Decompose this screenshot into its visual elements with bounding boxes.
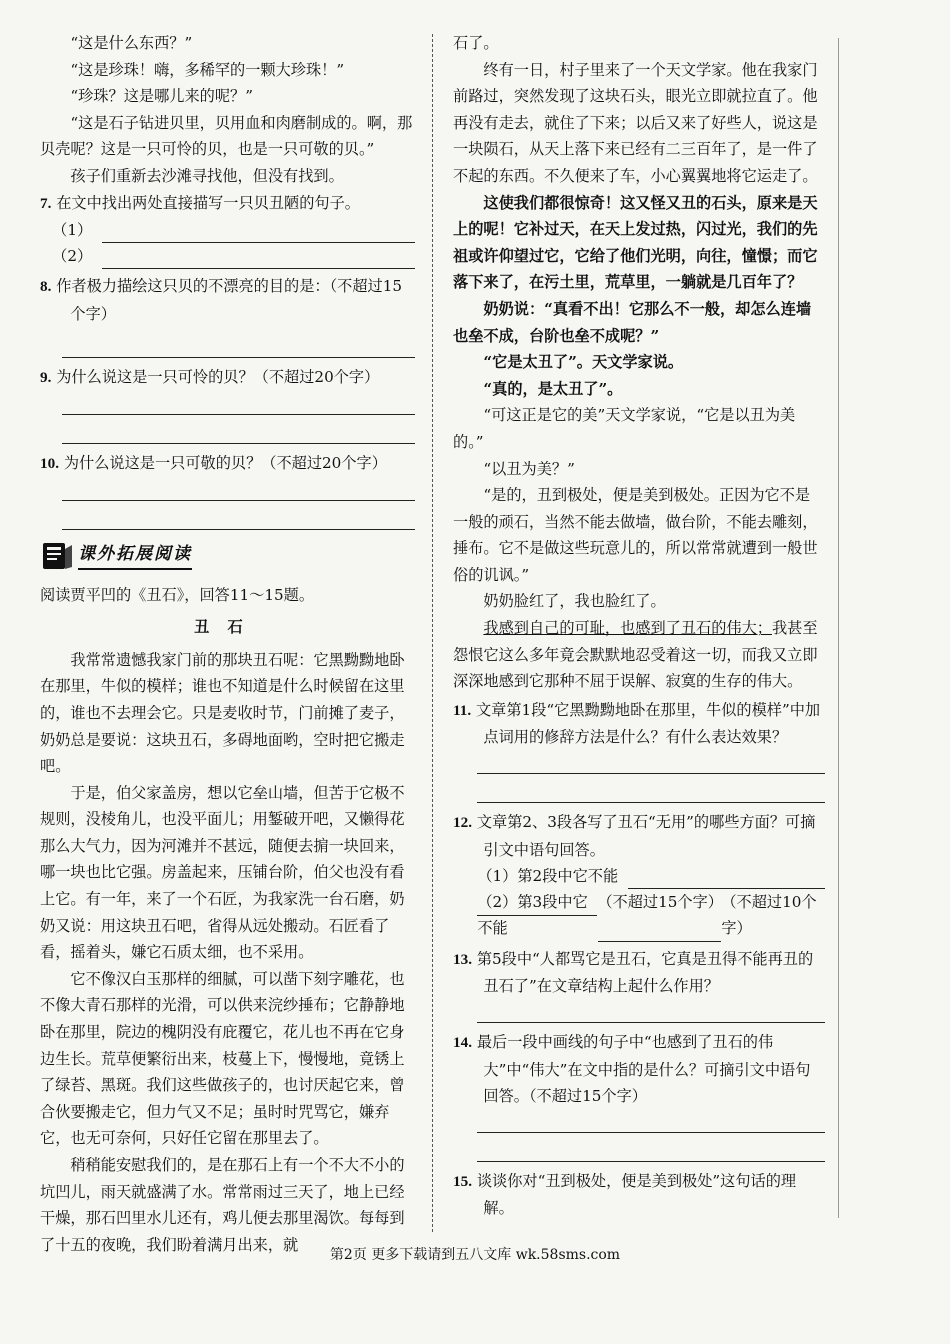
book-icon: [40, 539, 74, 573]
page-footer: 第2页 更多下载请到五八文库 wk.58sms.com: [329, 1247, 621, 1263]
question-11: 11. 文章第1段“它黑黝黝地卧在那里，牛似的模样”中加点词用的修辞方法是什么？有什么表达效果？: [453, 700, 821, 747]
answer-line[interactable]: [102, 224, 415, 243]
article-title: 丑石: [194, 618, 261, 637]
left-column: [40, 30, 415, 1258]
question-7: 7. 在文中找出两处直接描写一只贝丑陋的句子。: [40, 193, 360, 212]
answer-line[interactable]: [62, 478, 415, 501]
article-paragraph: “它是太丑了”。天文学家说。: [483, 353, 684, 372]
answer-12-1-cont: （不超过15个字）: [453, 889, 825, 916]
article-paragraph: 我常常遗憾我家门前的那块丑石呢：它黑黝黝地卧在那里，牛似的模样；谁也不知道是什么时候留在这里的，谁也不去理会它。只是麦收时节，门前摊了麦子，奶奶总是要说：这块丑石，多碍地面哟，空时把它搬走吧。: [40, 650, 405, 776]
question-14: 14. 最后一段中画线的句子中“也感到了丑石的伟大”中“伟大”在文中指的是什么？可摘引文中语句回答。（不超过15个字）: [453, 1033, 811, 1106]
answer-12-1[interactable]: （1）第2段中它不能: [453, 863, 825, 889]
section-banner: [40, 536, 415, 576]
article-paragraph: 它不像汉白玉那样的细腻，可以凿下刻字雕花，也不像大青石那样的光滑，可以供来浣纱捶布；它静静地卧在那里，院边的槐阴没有庇覆它，花儿也不再在它身边生长。荒草便繁衍出来，枝蔓上下，慢慢地，竟锈上了绿苔、黑斑。我们这些做孩子的，也讨厌起它来，曾合伙要搬走它，但力气又不足；虽时时咒骂它，嫌弃它，也无可奈何，只好任它留在那里去了。: [40, 969, 405, 1148]
answer-7-1[interactable]: （1）: [40, 217, 415, 243]
column-divider: [432, 34, 433, 1232]
answer-line[interactable]: [62, 421, 415, 444]
banner-title: 课外拓展阅读: [78, 541, 192, 571]
question-8: 8. 作者极力描绘这只贝的不漂亮的目的是：（不超过15个字）: [40, 277, 403, 323]
answer-line[interactable]: [62, 507, 415, 530]
answer-line[interactable]: [62, 335, 415, 358]
question-9: 9. 为什么说这是一只可怜的贝？（不超过20个字）: [40, 368, 380, 387]
dialogue-line: “这是石子钻进贝里，贝用血和肉磨制成的。啊，那贝壳呢？这是一只可怜的贝，也是一只可敬的贝。”: [40, 113, 413, 159]
article-paragraph: 终有一日，村子里来了一个天文学家。他在我家门前路过，突然发现了这块石头，眼光立即就拉直了。他再没有走去，就住了下来；以后又来了好些人，说这是一块陨石，从天上落下来已经有二三百年了，是一件了不起的东西。不久便来了车，小心翼翼地将它运走了。: [453, 60, 818, 185]
dialogue-line: “珍珠？这是哪儿来的呢？”: [70, 87, 253, 106]
article-paragraph: “是的，丑到极处，便是美到极处。正因为它不是一般的顽石，当然不能去做墙，做台阶，不能去雕刻，捶布。它不是做这些玩意儿的，所以常常就遭到一般世俗的讥讽。”: [453, 486, 818, 584]
article-paragraph: “以丑为美？”: [483, 459, 575, 478]
dialogue-line: “这是珍珠！嗨，多稀罕的一颗大珍珠！”: [70, 60, 345, 79]
dialogue-line: 孩子们重新去沙滩寻找他，但没有找到。: [70, 166, 344, 185]
article-paragraph: “真的，是太丑了”。: [483, 379, 623, 398]
reading-intro: 阅读贾平凹的《丑石》，回答11～15题。: [40, 585, 315, 604]
question-13: 13. 第5段中“人都骂它是丑石，它真是丑得不能再丑的丑石了”在文章结构上起什么作用？: [453, 949, 814, 996]
answer-line[interactable]: [62, 392, 415, 415]
article-paragraph: 奶奶脸红了，我也脸红了。: [483, 592, 666, 611]
article-paragraph: “可这正是它的美”天文学家说，“它是以丑为美的。”: [453, 406, 796, 451]
question-15: 15. 谈谈你对“丑到极处，便是美到极处”这句话的理解。: [453, 1171, 797, 1218]
underlined-sentence: 我感到自己的可耻，也感到了丑石的伟大；: [483, 619, 772, 638]
answer-line[interactable]: [628, 870, 825, 889]
question-12: 12. 文章第2、3段各写了丑石“无用”的哪些方面？可摘引文中语句回答。: [453, 813, 816, 859]
right-column: [453, 30, 825, 1222]
answer-line[interactable]: [477, 1139, 825, 1162]
dialogue-line: “这是什么东西？”: [70, 34, 193, 52]
question-10: 10. 为什么说这是一只可敬的贝？（不超过20个字）: [40, 453, 387, 472]
page-edge-line: [838, 38, 839, 1218]
article-paragraph: 稍稍能安慰我们的，是在那石上有一个不大不小的坑凹儿，雨天就盛满了水。常常雨过三天了，地上已经干燥，那石凹里水儿还有，鸡儿便去那里渴饮。每每到了十五的夜晚，我们盼着满月出来，就: [40, 1156, 405, 1254]
answer-line[interactable]: [477, 780, 825, 803]
article-paragraph: 于是，伯父家盖房，想以它垒山墙，但苦于它极不规则，没棱角儿，也没平面儿；用錾破开吧，又懒得花那么大气力，因为河滩并不甚远，随便去掮一块回来，哪一块也比它强。房盖起来，压铺台阶，伯父也没有看上它。有一年，来了一个石匠，为我家洗一台石磨，奶奶又说：用这块丑石吧，省得从远处搬动。石匠看了看，摇着头，嫌它石质太细，也不采用。: [40, 783, 405, 962]
answer-12-2[interactable]: （2）第3段中它不能 （不超过10个字）: [453, 916, 825, 942]
article-paragraph: 我感到自己的可耻，也感到了丑石的伟大；我甚至怨恨它这么多年竟会默默地忍受着这一切，而我又立即深深地感到它那种不屈于误解、寂寞的生存的伟大。: [453, 619, 818, 691]
article-paragraph: 这使我们都很惊奇！这又怪又丑的石头，原来是天上的呢！它补过天，在天上发过热，闪过光，我们的先祖或许仰望过它，它给了他们光明，向往，憧憬；而它落下来了，在污土里，荒草里，一躺就是几百年了？: [453, 193, 818, 292]
answer-line[interactable]: [102, 250, 415, 269]
answer-line[interactable]: [477, 1000, 825, 1023]
article-paragraph: 奶奶说：“真看不出！它那么不一般，却怎么连墙也垒不成，台阶也垒不成呢？”: [453, 299, 812, 345]
answer-line[interactable]: [477, 751, 825, 774]
answer-line[interactable]: [477, 1110, 825, 1133]
article-paragraph: 石了。: [453, 34, 499, 52]
answer-line[interactable]: [598, 923, 722, 942]
answer-7-2[interactable]: （2）: [40, 243, 415, 269]
